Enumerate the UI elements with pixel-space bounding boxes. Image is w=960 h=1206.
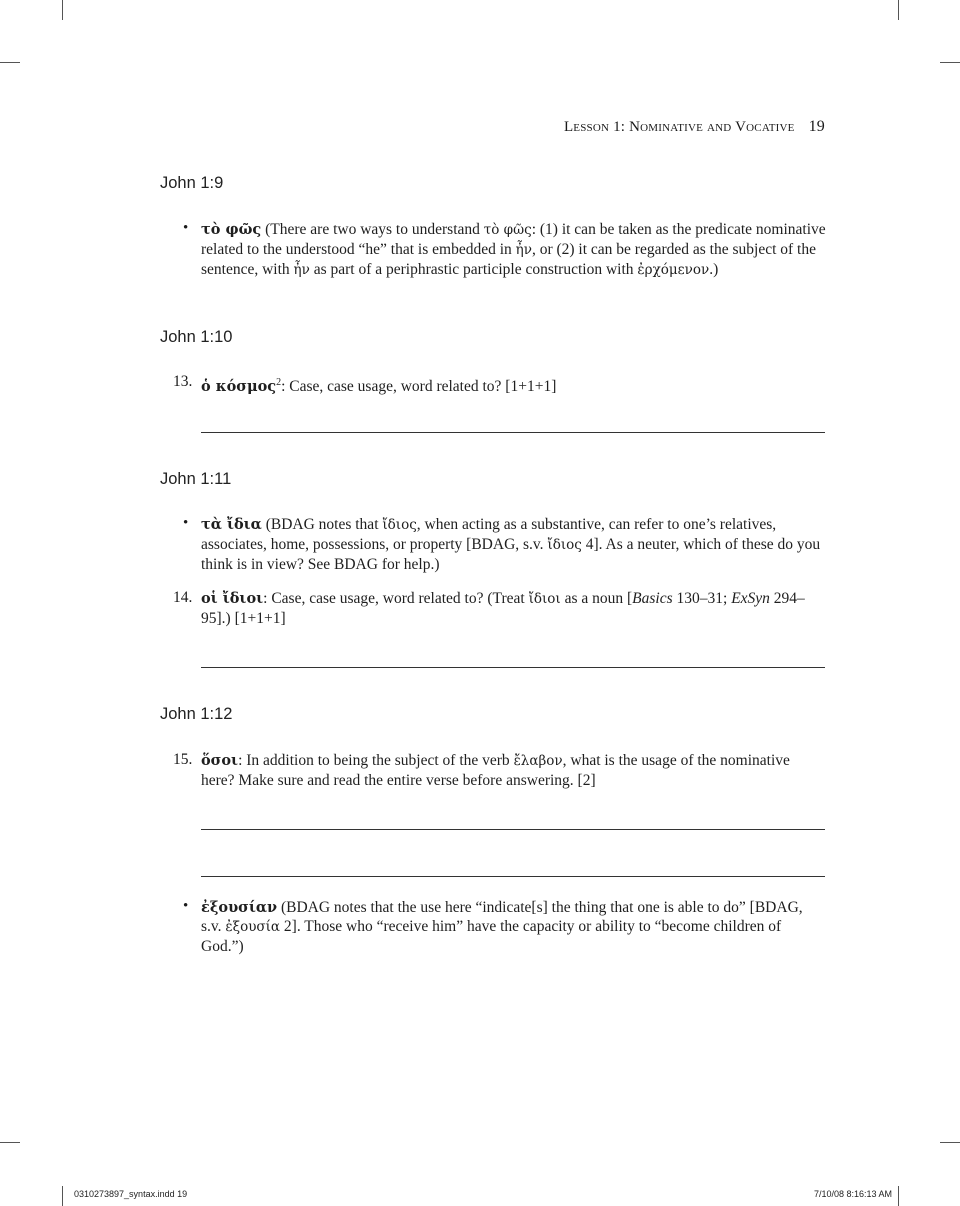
- bullet: •: [183, 898, 189, 914]
- verse-reference: John 1:12: [160, 705, 233, 723]
- question-number: 13.: [173, 373, 193, 390]
- greek-term: τὰ ἴδια: [201, 516, 262, 533]
- greek-term: ἐξουσίαν: [201, 899, 278, 916]
- answer-line[interactable]: [201, 876, 825, 877]
- bullet: •: [183, 515, 189, 531]
- greek-term: ὁ κόσμος: [201, 378, 277, 396]
- greek-term: οἱ ἴδιοι: [201, 590, 264, 607]
- crop-mark: [898, 1186, 899, 1206]
- verse-reference: John 1:9: [160, 174, 224, 192]
- greek-term: τὸ φῶς: [201, 221, 262, 238]
- question-number: 14.: [173, 589, 193, 606]
- crop-mark: [898, 0, 899, 20]
- question-text: ὅσοι: In addition to being the subject of the verb ἔλαβον, what is the usage of the nominative here? Make sure and read the entire verse before answering. [2]: [201, 752, 790, 789]
- crop-mark: [0, 62, 20, 63]
- crop-mark: [0, 1142, 20, 1143]
- verse-reference: John 1:11: [160, 470, 232, 488]
- question-text: ὁ κόσμος$^2$: Case, case usage, word related to? [1+1+1]: [201, 377, 557, 396]
- crop-mark: [62, 0, 63, 20]
- note-paragraph: ἐξουσίαν (BDAG notes that the use here “indicate[s] the thing that one is able to do” [BDAG, s.v. ἐξουσία 2]. Those who “receive him” have the capacity or ability to “become children of God.”): [201, 899, 803, 955]
- bullet: •: [183, 220, 189, 236]
- question-number: 15.: [173, 751, 193, 768]
- note-paragraph: τὸ φῶς (There are two ways to understand τὸ φῶς: (1) it can be taken as the predicate nominative related to the understood “he” that is embedded in ἦν, or (2) it can be regarded as the subject of the sentence, with ἦν as part of a periphrastic participle construction with ἐρχόμενον.): [201, 221, 826, 278]
- answer-line[interactable]: [201, 829, 825, 830]
- crop-mark: [62, 1186, 63, 1206]
- verse-reference: John 1:10: [160, 328, 233, 346]
- answer-line[interactable]: [201, 432, 825, 433]
- running-head: [564, 118, 825, 136]
- slug-filename: 0310273897_syntax.indd 19: [74, 1189, 188, 1199]
- note-paragraph: τὰ ἴδια (BDAG notes that ἴδιος, when acting as a substantive, can refer to one’s relatives, associates, home, possessions, or property [BDAG, s.v. ἴδιος 4]. As a neuter, which of these do you think is in view? See BDAG for help.): [201, 516, 821, 573]
- question-text: οἱ ἴδιοι: Case, case usage, word related to? (Treat ἴδιοι as a noun [Basics 130–31; ExSyn 294–95].) [1+1+1]: [201, 590, 805, 627]
- greek-term: ὅσοι: [201, 752, 239, 769]
- slug-timestamp: 7/10/08 8:16:13 AM: [813, 1189, 892, 1199]
- page-number: 19: [808, 118, 825, 135]
- crop-mark: [940, 62, 960, 63]
- crop-mark: [940, 1142, 960, 1143]
- running-head-title: Lesson 1: Nominative and Vocative: [563, 119, 795, 135]
- answer-line[interactable]: [201, 667, 825, 668]
